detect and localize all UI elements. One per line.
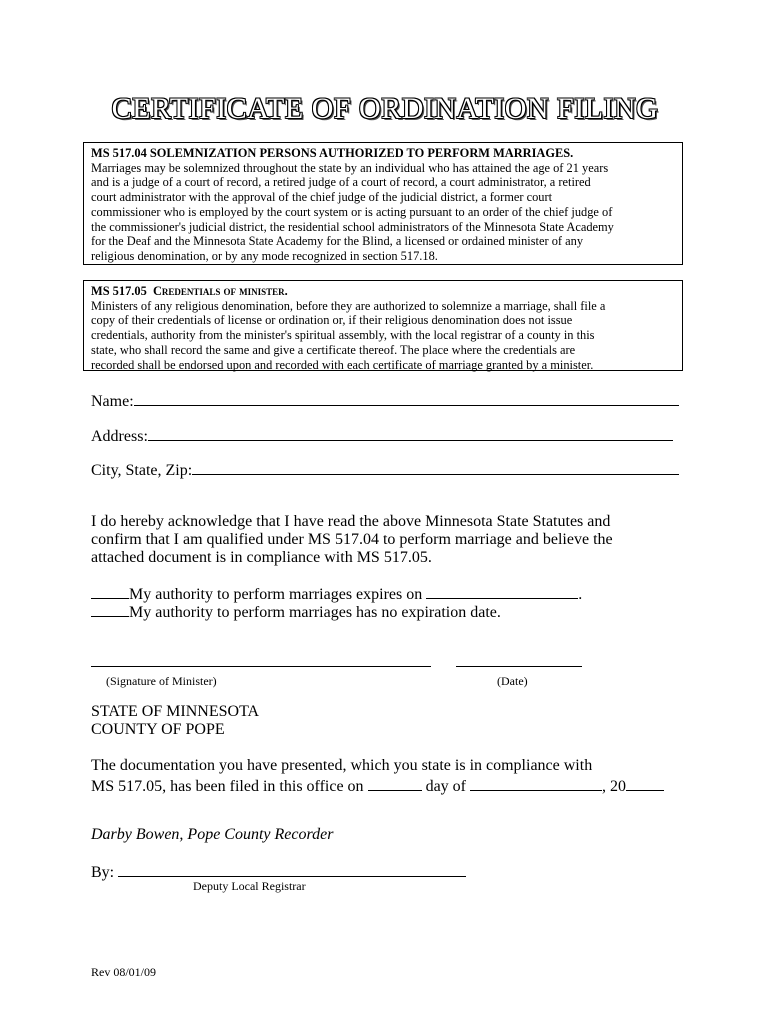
- filing-year-prefix: , 20: [602, 778, 626, 795]
- address-label: Address:: [91, 428, 148, 445]
- address-row: [91, 425, 673, 446]
- acknowledgement-line: I do hereby acknowledge that I have read the above Minnesota State Statutes and: [91, 513, 611, 530]
- address-field[interactable]: [148, 425, 673, 441]
- authority-no-expiration-text: My authority to perform marriages has no expiration date.: [129, 604, 501, 621]
- filing-statement: [91, 756, 691, 796]
- name-field[interactable]: [134, 390, 679, 406]
- authority-no-expiration-checkbox[interactable]: [91, 601, 129, 617]
- signature-of-minister-label: (Signature of Minister): [106, 674, 217, 688]
- filing-date-intro: MS 517.05, has been filed in this office on: [91, 778, 364, 795]
- statute-517-05-heading: [91, 284, 682, 299]
- statute-line: copy of their credentials of license or ordination or, if their religious denomination does not issue: [91, 313, 573, 328]
- deputy-local-registrar-label: Deputy Local Registrar: [193, 879, 306, 893]
- filing-day-field[interactable]: [368, 775, 422, 791]
- city-state-zip-field[interactable]: [192, 459, 679, 475]
- acknowledgement-line: attached document is in compliance with MS 517.05.: [91, 549, 432, 566]
- authority-expires-end: .: [578, 586, 583, 603]
- statute-line: credentials, authority from the minister's spiritual assembly, with the local registrar of a county in this: [91, 328, 595, 343]
- signature-date-line[interactable]: [456, 666, 582, 667]
- minister-signature-line[interactable]: [91, 666, 431, 667]
- name-row: [91, 390, 679, 411]
- statute-517-05-box: [83, 280, 683, 371]
- acknowledgement-line: confirm that I am qualified under MS 517.04 to perform marriage and believe the: [91, 531, 613, 548]
- county-recorder-name: Darby Bowen, Pope County Recorder: [91, 826, 334, 843]
- statute-line: and is a judge of a court of record, a retired judge of a court of record, a court administrator, a retired: [91, 175, 591, 190]
- revision-label: Rev 08/01/09: [91, 965, 156, 979]
- statute-line: court administrator with the approval of the chief judge of the judicial district, a former court: [91, 190, 553, 205]
- signature-date-label: (Date): [497, 674, 528, 688]
- statute-517-04-box: [83, 142, 683, 265]
- state-label: STATE OF MINNESOTA: [91, 703, 260, 720]
- registrar-signature-field[interactable]: [118, 861, 466, 877]
- statute-line: Ministers of any religious denomination, before they are authorized to solemnize a marriage, shall file a: [91, 298, 606, 313]
- filing-line-1: The documentation you have presented, which you state is in compliance with: [91, 757, 593, 774]
- authority-no-expiration-row: [91, 601, 501, 622]
- authority-expires-text: My authority to perform marriages expires on: [129, 586, 423, 603]
- statute-517-04-heading: MS 517.04 SOLEMNIZATION PERSONS AUTHORIZED TO PERFORM MARRIAGES.: [91, 146, 574, 160]
- statute-517-05-code: MS 517.05: [91, 284, 147, 298]
- statute-line: for the Deaf and the Minnesota State Academy for the Blind, a licensed or ordained minister of any: [91, 234, 584, 249]
- filing-line-2: [91, 775, 691, 796]
- expiration-date-field[interactable]: [426, 583, 578, 599]
- statute-517-05-title: Credentials of minister.: [152, 284, 288, 298]
- city-state-zip-label: City, State, Zip:: [91, 462, 193, 479]
- filing-day-of: day of: [425, 778, 466, 795]
- filing-month-field[interactable]: [470, 775, 602, 791]
- county-label: COUNTY OF POPE: [91, 721, 225, 738]
- statute-line: religious denomination, or by any mode recognized in section 517.18.: [91, 248, 438, 263]
- city-state-zip-row: [91, 459, 679, 480]
- statute-line: Marriages may be solemnized throughout the state by an individual who has attained the age of 21 years: [91, 160, 609, 175]
- statute-line: commissioner who is employed by the court system or is acting pursuant to an order of the chief judge of: [91, 204, 613, 219]
- filing-year-field[interactable]: [626, 775, 664, 791]
- statute-line: recorded shall be endorsed upon and recorded with each certificate of marriage granted by a minister.: [91, 357, 594, 372]
- jurisdiction-block: [91, 703, 691, 739]
- authority-expires-checkbox[interactable]: [91, 583, 129, 599]
- acknowledgement-paragraph: [91, 513, 691, 567]
- by-label: By:: [91, 864, 115, 881]
- name-label: Name:: [91, 393, 134, 410]
- page-title: CERTIFICATE OF ORDINATION FILING: [111, 92, 659, 125]
- statute-line: the commissioner's judicial district, the residential school administrators of the Minnesota State Academy: [91, 219, 614, 234]
- statute-line: state, who shall record the same and give a certificate thereof. The place where the credentials are: [91, 342, 576, 357]
